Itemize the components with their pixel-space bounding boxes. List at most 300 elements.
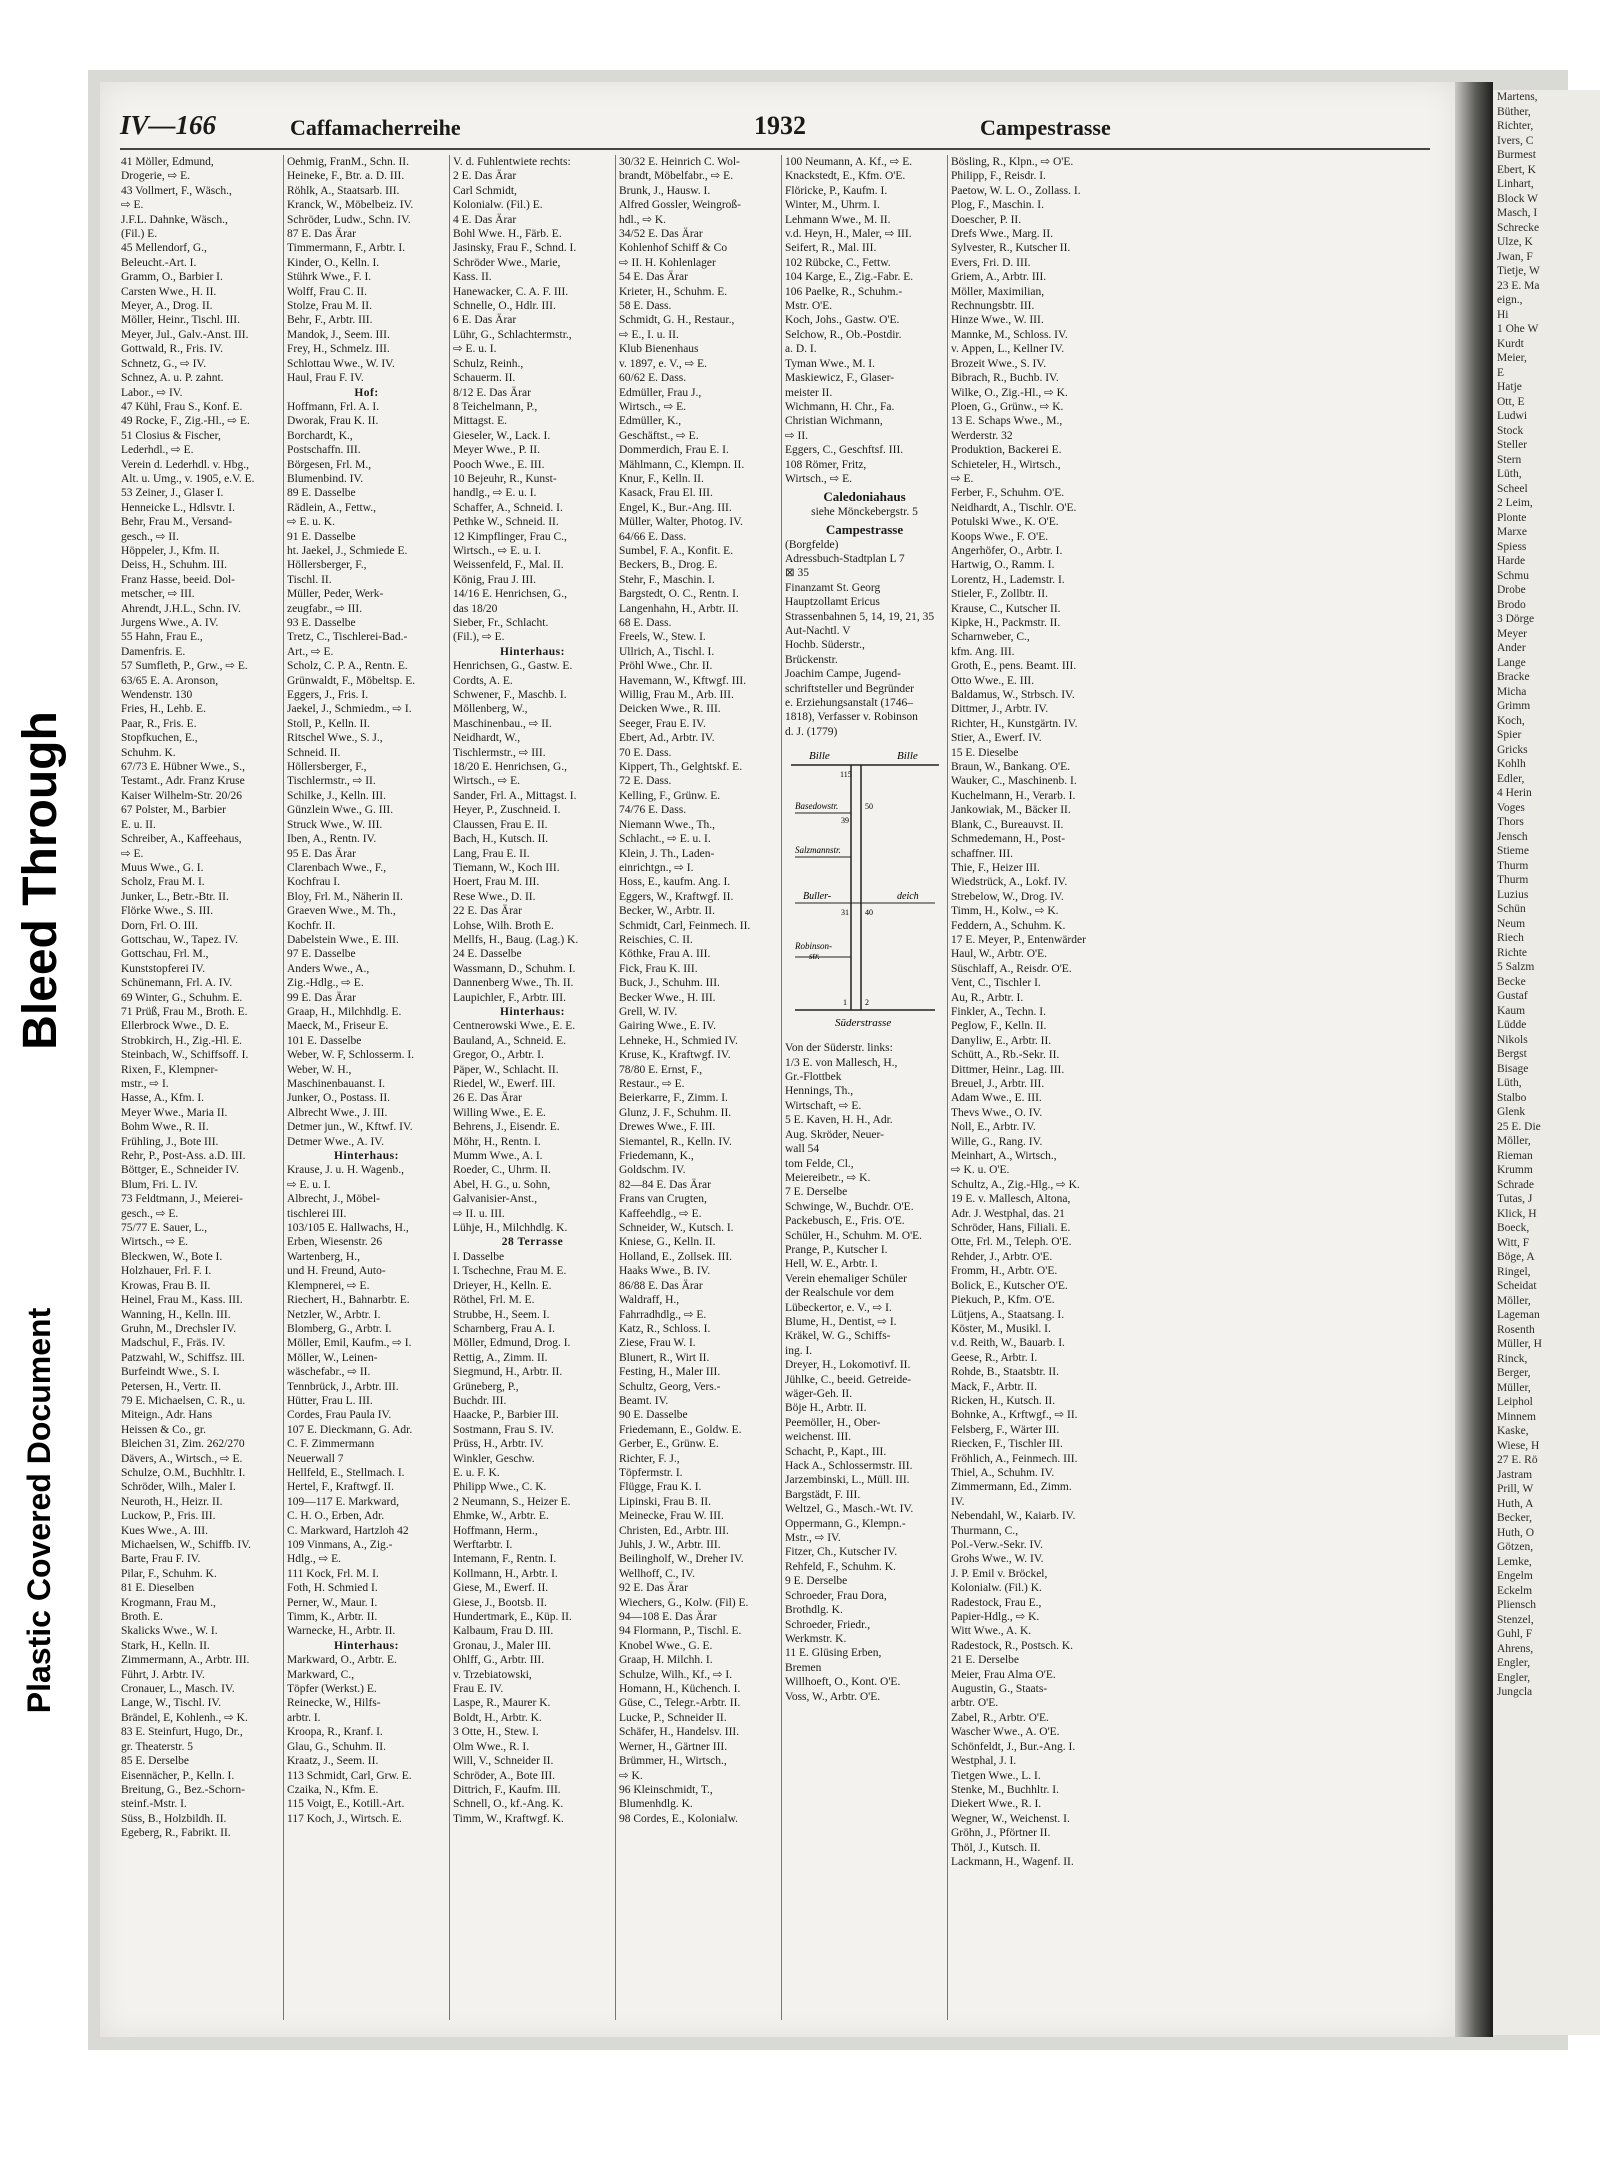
- directory-entry: Egeberg, R., Fabrikt. II.: [121, 1827, 231, 1840]
- next-page-line: Berger,: [1497, 1367, 1531, 1379]
- directory-entry: Potulski Wwe., K. O'E.: [951, 516, 1059, 529]
- directory-entry: Schütt, A., Rb.-Sekr. II.: [951, 1049, 1060, 1062]
- directory-entry: Peglow, F., Kelln. II.: [951, 1020, 1047, 1033]
- plastic-covered-label: Plastic Covered Document: [21, 1307, 58, 1713]
- directory-entry: wall 54: [785, 1143, 820, 1156]
- next-page-line: Guhl, F: [1497, 1628, 1533, 1640]
- next-page-line: Stern: [1497, 453, 1522, 466]
- next-page-line: Ander: [1497, 642, 1526, 654]
- directory-entry: Cordes, Frau Paula IV.: [287, 1409, 392, 1422]
- directory-entry: Kippert, Th., Gelghtskf. E.: [619, 761, 743, 774]
- directory-entry: Kues Wwe., A. III.: [121, 1524, 208, 1537]
- next-page-line: Hi: [1497, 308, 1509, 321]
- map-label-buller: Buller-: [803, 891, 832, 903]
- directory-entry: 54 E. Das Ärar: [619, 271, 688, 284]
- directory-entry: Schneider, W., Kutsch. I.: [619, 1222, 734, 1235]
- directory-entry: 107 E. Dieckmann, G. Adr.: [287, 1423, 413, 1436]
- directory-entry: Gronau, J., Maler III.: [453, 1639, 552, 1652]
- next-page-line: 23 E. Ma: [1497, 279, 1540, 292]
- next-page-line: Schrade: [1497, 1178, 1535, 1191]
- directory-entry: J.F.L. Dahnke, Wäsch.,: [121, 213, 228, 226]
- directory-entry: Groth, E., pens. Beamt. III.: [951, 660, 1077, 673]
- next-page-line: Lange: [1497, 656, 1526, 669]
- directory-entry: Wanning, H., Kelln. III.: [121, 1308, 231, 1321]
- directory-entry: Madschul, F., Fräs. IV.: [121, 1337, 226, 1350]
- directory-entry: 63/65 E. A. Aronson,: [121, 674, 219, 687]
- directory-entry: e. Erziehungsanstalt (1746–: [785, 697, 914, 710]
- directory-entry: 2 Neumann, S., Heizer E.: [453, 1495, 571, 1508]
- directory-entry: Produktion, Backerei E.: [951, 444, 1062, 457]
- directory-entry: 21 E. Derselbe: [951, 1654, 1020, 1667]
- directory-entry: 94—108 E. Das Ärar: [619, 1611, 717, 1624]
- directory-entry: Pilar, F., Schuhm. K.: [121, 1567, 217, 1580]
- directory-entry: Timm, H., Kolw., ⇨ K.: [951, 905, 1059, 918]
- directory-entry: 103/105 E. Hallwachs, H.,: [287, 1222, 409, 1235]
- directory-entry: Otte, Frl. M., Teleph. O'E.: [951, 1236, 1072, 1249]
- directory-entry: Wirtsch., ⇨ E.: [453, 775, 520, 788]
- directory-entry: Krieter, H., Schuhm. E.: [619, 285, 728, 298]
- directory-entry: Fröhlich, A., Feinmech. III.: [951, 1452, 1078, 1465]
- directory-entry: wäger-Geh. II.: [785, 1388, 853, 1400]
- next-page-line: Block W: [1497, 192, 1538, 205]
- directory-entry: Fromm, H., Arbtr. O'E.: [951, 1265, 1058, 1278]
- directory-entry: Lohse, Wilh. Broth E.: [453, 919, 554, 932]
- directory-entry: Brozeit Wwe., S. IV.: [951, 357, 1047, 370]
- directory-entry: Rettig, A., Zimm. II.: [453, 1351, 548, 1364]
- directory-entry: Detmer jun., W., Kftwf. IV.: [287, 1121, 413, 1134]
- directory-entry: Joachim Campe, Jugend-: [785, 668, 901, 681]
- directory-entry: Jasinsky, Frau F., Schnd. I.: [453, 242, 577, 255]
- directory-entry: E. u. F. K.: [453, 1466, 500, 1479]
- directory-entry: Möller, Emil, Kaufm., ⇨ I.: [287, 1337, 412, 1350]
- next-page-line: Spier: [1497, 729, 1522, 741]
- directory-entry: Timm, K., Arbtr. II.: [287, 1611, 378, 1624]
- directory-entry: Gramm, O., Barbier I.: [121, 271, 223, 284]
- directory-entry: Neuerwall 7: [287, 1452, 344, 1465]
- directory-entry: Laupichler, F., Arbtr. III.: [453, 991, 566, 1004]
- directory-entry: Blumenbind. IV.: [287, 472, 364, 485]
- directory-entry: Schlacht., ⇨ E. u. I.: [619, 833, 711, 846]
- directory-entry: Wauker, C., Maschinenb. I.: [951, 775, 1077, 788]
- directory-entry: Mittagst. E.: [453, 415, 507, 428]
- directory-entry: 1/3 E. von Mallesch, H.,: [785, 1056, 898, 1069]
- directory-entry: Kinder, O., Kelln. I.: [287, 256, 380, 269]
- directory-entry: Beierkarre, F., Zimm. I.: [619, 1092, 728, 1105]
- directory-entry: Ritschel Wwe., S. J.,: [287, 732, 383, 745]
- directory-entry: Testamt., Adr. Franz Kruse: [121, 775, 245, 788]
- directory-entry: Bohl Wwe. H., Färb. E.: [453, 228, 562, 241]
- directory-columns: [118, 155, 1446, 2020]
- next-page-line: Stieme: [1497, 845, 1529, 857]
- directory-entry: Mstr., ⇨ IV.: [785, 1532, 841, 1545]
- directory-entry: weichenst. III.: [785, 1431, 852, 1444]
- directory-entry: Wirtsch., ⇨ E.: [785, 472, 852, 485]
- directory-entry: 22 E. Das Ärar: [453, 905, 522, 918]
- next-page-line: Huth, O: [1497, 1526, 1535, 1539]
- directory-entry: 18/20 E. Henrichsen, G.,: [453, 761, 568, 774]
- next-page-line: 27 E. Rö: [1497, 1454, 1538, 1466]
- directory-entry: Eggers, J., Fris. I.: [287, 689, 369, 702]
- next-page-line: Minnem: [1497, 1410, 1536, 1423]
- directory-entry: Dävers, A., Wirtsch., ⇨ E.: [121, 1452, 243, 1465]
- directory-entry: zeugfabr., ⇨ III.: [287, 602, 363, 615]
- directory-column-3: [450, 155, 616, 2020]
- next-page-line: Pliensch: [1497, 1599, 1536, 1611]
- directory-entry: Nebendahl, W., Kaiarb. IV.: [951, 1510, 1076, 1523]
- directory-column-1: [118, 155, 284, 2020]
- directory-entry: Papier-Hdlg., ⇨ K.: [951, 1611, 1040, 1624]
- directory-entry: 67 Polster, M., Barbier: [121, 804, 226, 817]
- directory-entry: Will, V., Schneider II.: [453, 1755, 554, 1768]
- directory-entry: Goldschm. IV.: [619, 1164, 686, 1177]
- directory-entry: Mstr. O'E.: [785, 300, 833, 313]
- directory-entry: Dreyer, H., Lokomotivf. II.: [785, 1359, 911, 1372]
- directory-entry: Ahrendt, J.H.L., Schn. IV.: [121, 602, 241, 615]
- directory-entry: Dannenberg Wwe., Th. II.: [453, 977, 574, 990]
- directory-entry: v.d. Heyn, H., Maler, ⇨ III.: [785, 228, 912, 241]
- directory-entry: Haacke, P., Barbier III.: [453, 1409, 559, 1422]
- directory-entry: Fahrradhdlg., ⇨ E.: [619, 1308, 707, 1321]
- next-page-line: Glenk: [1497, 1106, 1526, 1118]
- directory-entry: Stark, H., Kelln. II.: [121, 1639, 210, 1652]
- directory-entry: Grohs Wwe., W. IV.: [951, 1553, 1044, 1566]
- directory-entry: 72 E. Dass.: [619, 775, 672, 788]
- directory-entry: Mählmann, C., Klempn. II.: [619, 458, 745, 471]
- next-page-line: Lemke,: [1497, 1555, 1532, 1568]
- directory-entry: Hell, W. E., Arbtr. I.: [785, 1258, 878, 1271]
- directory-entry: Buchdr. III.: [453, 1394, 507, 1407]
- map-number-31: 31: [841, 908, 849, 918]
- directory-entry: Günzlein Wwe., G. III.: [287, 804, 394, 817]
- directory-entry: Brothdlg. K.: [785, 1604, 843, 1617]
- next-page-line: Schrecke: [1497, 221, 1540, 234]
- directory-entry: Tyman Wwe., M. I.: [785, 357, 876, 370]
- directory-entry: Rohde, B., Staatsbtr. II.: [951, 1366, 1059, 1379]
- directory-entry: Krause, C., Kutscher II.: [951, 602, 1061, 615]
- next-page-line: 25 E. Die: [1497, 1120, 1541, 1133]
- left-street-heading: Caffamacherreihe: [290, 115, 461, 140]
- directory-entry: Kasack, Frau El. III.: [619, 487, 713, 500]
- directory-entry: Stührk Wwe., F. I.: [287, 271, 372, 284]
- directory-entry: 96 Kleinschmidt, T.,: [619, 1783, 713, 1796]
- directory-entry: Centnerowski Wwe., E. E.: [453, 1020, 576, 1033]
- directory-entry: I. Dasselbe: [453, 1250, 505, 1263]
- directory-entry: Schauerm. II.: [453, 372, 516, 385]
- map-label-suederstrasse: Süderstrasse: [835, 1017, 892, 1030]
- directory-entry: Evers, Fri. D. III.: [951, 256, 1031, 269]
- directory-entry: Winter, M., Uhrm. I.: [785, 199, 880, 212]
- directory-entry: Bleckwen, W., Bote I.: [121, 1250, 223, 1263]
- directory-entry: 86/88 E. Das Ärar: [619, 1279, 703, 1292]
- directory-entry: Wiedstrück, A., Lokf. IV.: [951, 876, 1068, 889]
- directory-entry: Wascher Wwe., A. O'E.: [951, 1726, 1060, 1739]
- directory-entry: Detmer Wwe., A. IV.: [287, 1135, 384, 1148]
- directory-entry: Schnez, A. u. P. zahnt.: [121, 372, 224, 385]
- directory-entry: arbtr. O'E.: [951, 1697, 999, 1710]
- directory-entry: Koops Wwe., F. O'E.: [951, 530, 1049, 543]
- directory-entry: Miteign., Adr. Hans: [121, 1409, 213, 1422]
- directory-entry: Becker Wwe., H. III.: [619, 991, 716, 1004]
- directory-entry: 9 E. Derselbe: [785, 1575, 848, 1588]
- directory-entry: Ehmke, W., Arbtr. E.: [453, 1510, 549, 1523]
- directory-entry: Czaika, N., Kfm. E.: [287, 1783, 379, 1796]
- next-page-line: 1 Ohe W: [1497, 323, 1539, 335]
- directory-entry: Bargstedt, O. C., Rentn. I.: [619, 588, 739, 601]
- directory-entry: Kolonialw. (Fil.) E.: [453, 199, 543, 212]
- directory-entry: 82—84 E. Das Ärar: [619, 1178, 711, 1191]
- bleed-through-label: Bleed Through: [13, 710, 67, 1050]
- directory-entry: Gerber, E., Grünw. E.: [619, 1438, 719, 1451]
- directory-entry: Selchow, R., Ob.-Postdir.: [785, 328, 902, 341]
- directory-entry: Mannke, M., Schloss. IV.: [951, 328, 1068, 341]
- directory-entry: Boldt, H., Arbtr. K.: [453, 1711, 542, 1724]
- directory-entry: Kaiser Wilhelm-Str. 20/26: [121, 789, 243, 802]
- map-label-salzmannstr: Salzmannstr.: [795, 845, 841, 856]
- directory-entry: Pethke W., Schneid. II.: [453, 516, 559, 529]
- directory-entry: Bleichen 31, Zim. 262/270: [121, 1438, 245, 1451]
- directory-entry: Edmüller, Frau J.,: [619, 386, 702, 399]
- directory-entry: Krogmann, Frau M.,: [121, 1596, 216, 1609]
- directory-entry: Katz, R., Schloss. I.: [619, 1322, 711, 1335]
- directory-entry: ⇨ E.: [121, 199, 144, 212]
- caledoniahaus-note: siehe Mönckebergstr. 5: [811, 505, 918, 518]
- directory-column-6: [948, 155, 1114, 2020]
- directory-entry: Meyer Wwe., Maria II.: [121, 1106, 228, 1119]
- directory-entry: Broth. E.: [121, 1611, 163, 1624]
- directory-entry: Bremen: [785, 1661, 822, 1674]
- directory-entry: Grell, W. IV.: [619, 1005, 678, 1018]
- next-page-line: Engelm: [1497, 1570, 1533, 1582]
- directory-entry: Luckow, P., Fris. III.: [121, 1510, 216, 1523]
- directory-entry: ⊠ 35: [785, 567, 810, 580]
- next-page-line: Riech: [1497, 932, 1524, 944]
- directory-entry: Reinecke, W., Hilfs-: [287, 1697, 381, 1710]
- directory-entry: wäschefabr., ⇨ II.: [287, 1366, 371, 1379]
- directory-entry: Dorn, Frl. O. III.: [121, 919, 198, 932]
- directory-entry: Lackmann, H., Wagenf. II.: [951, 1855, 1074, 1868]
- directory-entry: Seifert, R., Mal. III.: [785, 242, 877, 255]
- directory-entry: ⇨ II.: [785, 429, 809, 442]
- directory-entry: 79 E. Michaelsen, C. R., u.: [121, 1394, 246, 1407]
- directory-entry: Strassenbahnen 5, 14, 19, 21, 35: [785, 610, 935, 623]
- directory-entry: Philipp, F., Reisdr. I.: [951, 170, 1046, 183]
- directory-entry: 108 Römer, Fritz,: [785, 458, 867, 471]
- directory-entry: Müller, Peder, Werk-: [287, 588, 384, 601]
- directory-entry: ⇨ E.: [121, 847, 144, 860]
- directory-entry: Blunert, R., Wirt II.: [619, 1351, 710, 1364]
- directory-entry: steinf.-Mstr. I.: [121, 1798, 187, 1811]
- directory-entry: Holland, E., Zollsek. III.: [619, 1250, 733, 1263]
- directory-entry: Kass. II.: [453, 271, 492, 284]
- directory-entry: Mellfs, H., Baug. (Lag.) K.: [453, 933, 579, 946]
- directory-entry: Töpfermstr. I.: [619, 1466, 683, 1479]
- directory-entry: Niemann Wwe., Th.,: [619, 818, 716, 831]
- directory-entry: Heyer, P., Zuschneid. I.: [453, 804, 561, 817]
- next-page-line: Jastram: [1497, 1468, 1533, 1481]
- next-page-line: 5 Salzm: [1497, 961, 1535, 973]
- directory-entry: einrichtgn., ⇨ I.: [619, 861, 694, 874]
- directory-entry: Junker, L., Betr.-Btr. II.: [121, 890, 229, 903]
- directory-entry: Junker, O., Postass. II.: [287, 1092, 391, 1105]
- next-page-line: Grimm: [1497, 700, 1531, 712]
- next-page-line: Tietje, W: [1497, 265, 1540, 277]
- directory-entry: Patzwahl, W., Schiffsz. III.: [121, 1351, 245, 1364]
- next-page-line: Thurm: [1497, 874, 1529, 886]
- directory-entry: Hoffmann, Herm.,: [453, 1524, 538, 1537]
- directory-entry: d. J. (1779): [785, 725, 838, 738]
- directory-entry: Timmermann, F., Arbtr. I.: [287, 242, 406, 255]
- directory-entry: Scharnberg, Frau A. I.: [453, 1322, 555, 1335]
- directory-entry: Franz Hasse, beeid. Dol-: [121, 573, 236, 586]
- map-number-50: 50: [865, 802, 873, 812]
- directory-entry: Richter, H., Kunstgärtn. IV.: [951, 717, 1078, 730]
- map-number-115: 115: [840, 770, 852, 780]
- directory-entry: Schmidt, Carl, Feinmech. II.: [619, 919, 751, 932]
- directory-entry: Thöl, J., Kutsch. II.: [951, 1841, 1041, 1854]
- directory-entry: Tischlermstr., ⇨ III.: [453, 746, 546, 759]
- directory-entry: Gottwald, R., Fris. IV.: [121, 343, 224, 356]
- directory-entry: Michaelsen, W., Schiffb. IV.: [121, 1539, 251, 1551]
- directory-entry: 53 Zeiner, J., Glaser I.: [121, 487, 224, 500]
- directory-column-5: [782, 155, 948, 2020]
- directory-entry: 95 E. Das Ärar: [287, 847, 356, 860]
- directory-entry: Kaffeehdlg., ⇨ E.: [619, 1207, 702, 1220]
- directory-entry: Packebusch, E., Fris. O'E.: [785, 1215, 905, 1228]
- directory-entry: Dittmer, J., Arbtr. IV.: [951, 703, 1049, 716]
- directory-entry: Friedemann, K.,: [619, 1150, 694, 1163]
- directory-entry: (Fil.), ⇨ E.: [453, 631, 505, 644]
- directory-entry: Bargstädt, F. III.: [785, 1488, 861, 1501]
- directory-entry: Hinterhaus:: [334, 1150, 399, 1163]
- next-page-line: Bisage: [1497, 1062, 1529, 1075]
- directory-entry: Schieteler, H., Wirtsch.,: [951, 458, 1061, 471]
- directory-entry: Eisennächer, P., Kelln. I.: [121, 1769, 235, 1782]
- directory-entry: Dittmer, Heinr., Lag. III.: [951, 1063, 1065, 1076]
- next-page-line: Micha: [1497, 685, 1527, 698]
- directory-entry: Meinecke, Frau W. III.: [619, 1510, 724, 1523]
- directory-entry: Wendenstr. 130: [121, 689, 193, 702]
- directory-entry: Aut-Nachtl. V: [785, 625, 851, 637]
- directory-entry: 87 E. Das Ärar: [287, 228, 356, 241]
- directory-entry: Struck Wwe., W. III.: [287, 818, 383, 831]
- directory-entry: Pröhl Wwe., Chr. II.: [619, 660, 713, 673]
- directory-entry: Kuchelmann, H., Verarb. I.: [951, 789, 1076, 802]
- directory-entry: Art., ⇨ E.: [287, 645, 334, 658]
- next-page-line: Boeck,: [1497, 1222, 1530, 1234]
- directory-entry: Bohnke, A., Krftwgf., ⇨ II.: [951, 1409, 1078, 1422]
- next-page-line: Götzen,: [1497, 1541, 1534, 1553]
- directory-entry: Frans van Crugten,: [619, 1193, 707, 1206]
- directory-entry: Höllersberger, F.,: [287, 761, 367, 774]
- directory-entry: 43 Vollmert, F., Wäsch.,: [121, 184, 232, 197]
- directory-entry: 8 Teichelmann, P.,: [453, 400, 538, 413]
- directory-entry: Angerhöfer, O., Arbtr. I.: [951, 544, 1063, 557]
- directory-entry: Schwinge, W., Buchdr. O'E.: [785, 1200, 914, 1213]
- next-page-line: Rinck,: [1497, 1352, 1528, 1365]
- directory-entry: Seeger, Frau E. IV.: [619, 717, 706, 730]
- next-page-line: 3 Dörge: [1497, 613, 1535, 625]
- directory-entry: Wirtschaft, ⇨ E.: [785, 1099, 862, 1112]
- directory-entry: Strobkirch, H., Zig.-Hl. E.: [121, 1034, 243, 1047]
- directory-entry: Bibrach, R., Buchb. IV.: [951, 372, 1059, 385]
- next-page-line: Burmest: [1497, 149, 1536, 161]
- directory-entry: a. D. I.: [785, 343, 817, 356]
- directory-entry: Töpfer (Werkst.) E.: [287, 1683, 377, 1696]
- directory-entry: brandt, Möbelfabr., ⇨ E.: [619, 170, 734, 183]
- directory-entry: Plog, F., Maschin. I.: [951, 199, 1044, 212]
- directory-entry: Grüneberg, P.,: [453, 1380, 519, 1393]
- directory-entry: 92 E. Das Ärar: [619, 1582, 688, 1595]
- directory-entry: Thie, F., Heizer III.: [951, 861, 1040, 874]
- next-page-line: Harde: [1497, 555, 1526, 567]
- directory-entry: Werkmstr. K.: [785, 1632, 847, 1645]
- next-page-line: Luzius: [1497, 888, 1529, 901]
- next-page-line: Linhart,: [1497, 178, 1534, 190]
- directory-entry: Sylvester, R., Kutscher II.: [951, 242, 1071, 255]
- directory-entry: Zimmermann, A., Arbtr. III.: [121, 1654, 250, 1667]
- directory-entry: Lütjens, A., Staatsang. I.: [951, 1308, 1065, 1321]
- directory-entry: 13 E. Schaps Wwe., M.,: [951, 415, 1063, 428]
- next-page-line: Wiese, H: [1497, 1439, 1540, 1452]
- directory-entry: 55 Hahn, Frau E.,: [121, 631, 203, 644]
- next-page-line: Engler,: [1497, 1657, 1531, 1669]
- directory-entry: Ebert, Ad., Arbtr. IV.: [619, 732, 715, 745]
- next-page-line: Scheel: [1497, 482, 1528, 495]
- directory-entry: kfm. Ang. III.: [951, 645, 1015, 658]
- directory-entry: Hinterhaus:: [334, 1639, 399, 1652]
- directory-entry: Skalicks Wwe., W. I.: [121, 1625, 218, 1638]
- page-number: IV—166: [120, 110, 217, 140]
- directory-entry: Witt Wwe., A. K.: [951, 1625, 1032, 1638]
- directory-entry: C. H. O., Erben, Adr.: [287, 1510, 385, 1523]
- directory-entry: Finkler, A., Techn. I.: [951, 1005, 1046, 1018]
- directory-entry: Muus Wwe., G. I.: [121, 861, 204, 874]
- directory-entry: Behr, F., Arbtr. III.: [287, 314, 373, 327]
- directory-entry: Adressbuch-Stadtplan L 7: [785, 552, 905, 565]
- next-page-line: Bergst: [1497, 1048, 1527, 1060]
- directory-entry: Wellhoff, C., IV.: [619, 1567, 695, 1580]
- directory-entry: Meyer Wwe., P. II.: [453, 444, 540, 457]
- directory-entry: Lühr, G., Schlachtermstr.,: [453, 328, 572, 341]
- directory-entry: Glunz, J. F., Schuhm. II.: [619, 1106, 732, 1119]
- directory-entry: ⇨ E. u. I.: [453, 343, 497, 356]
- directory-entry: Wolff, Frau C. II.: [287, 285, 367, 298]
- directory-entry: 51 Closius & Fischer,: [121, 429, 221, 442]
- directory-entry: Geschäftst., ⇨ E.: [619, 429, 699, 442]
- next-page-line: Kaum: [1497, 1004, 1526, 1017]
- directory-entry: Hundertmark, E., Küp. II.: [453, 1611, 572, 1624]
- directory-entry: Wirtsch., ⇨ E.: [619, 400, 686, 413]
- next-page-line: eign.,: [1497, 294, 1523, 306]
- directory-entry: tom Felde, Cl.,: [785, 1157, 854, 1170]
- directory-entry: Richter, F. J.,: [619, 1452, 680, 1465]
- next-page-line: Edler,: [1497, 772, 1525, 785]
- directory-entry: Peemöller, H., Ober-: [785, 1416, 881, 1429]
- next-page-line: Schmu: [1497, 569, 1529, 582]
- next-page-line: Nikols: [1497, 1033, 1528, 1046]
- map-label-bille-1: Bille: [809, 750, 830, 763]
- directory-entry: Schacht, P., Kapt., III.: [785, 1445, 887, 1458]
- next-page-line: Müller,: [1497, 1381, 1531, 1394]
- directory-entry: Gröhn, J., Pförtner II.: [951, 1827, 1051, 1840]
- next-page-line: Bracke: [1497, 671, 1530, 683]
- directory-entry: Jarzembinski, L., Müll. III.: [785, 1474, 910, 1487]
- directory-entry: Beilingholf, W., Dreher IV.: [619, 1553, 744, 1566]
- directory-entry: 6 E. Das Ärar: [453, 314, 517, 327]
- directory-entry: 69 Winter, G., Schuhm. E.: [121, 991, 243, 1004]
- directory-entry: Klub Bienenhaus: [619, 343, 699, 356]
- directory-entry: Hoffmann, Frl. A. I.: [287, 400, 380, 413]
